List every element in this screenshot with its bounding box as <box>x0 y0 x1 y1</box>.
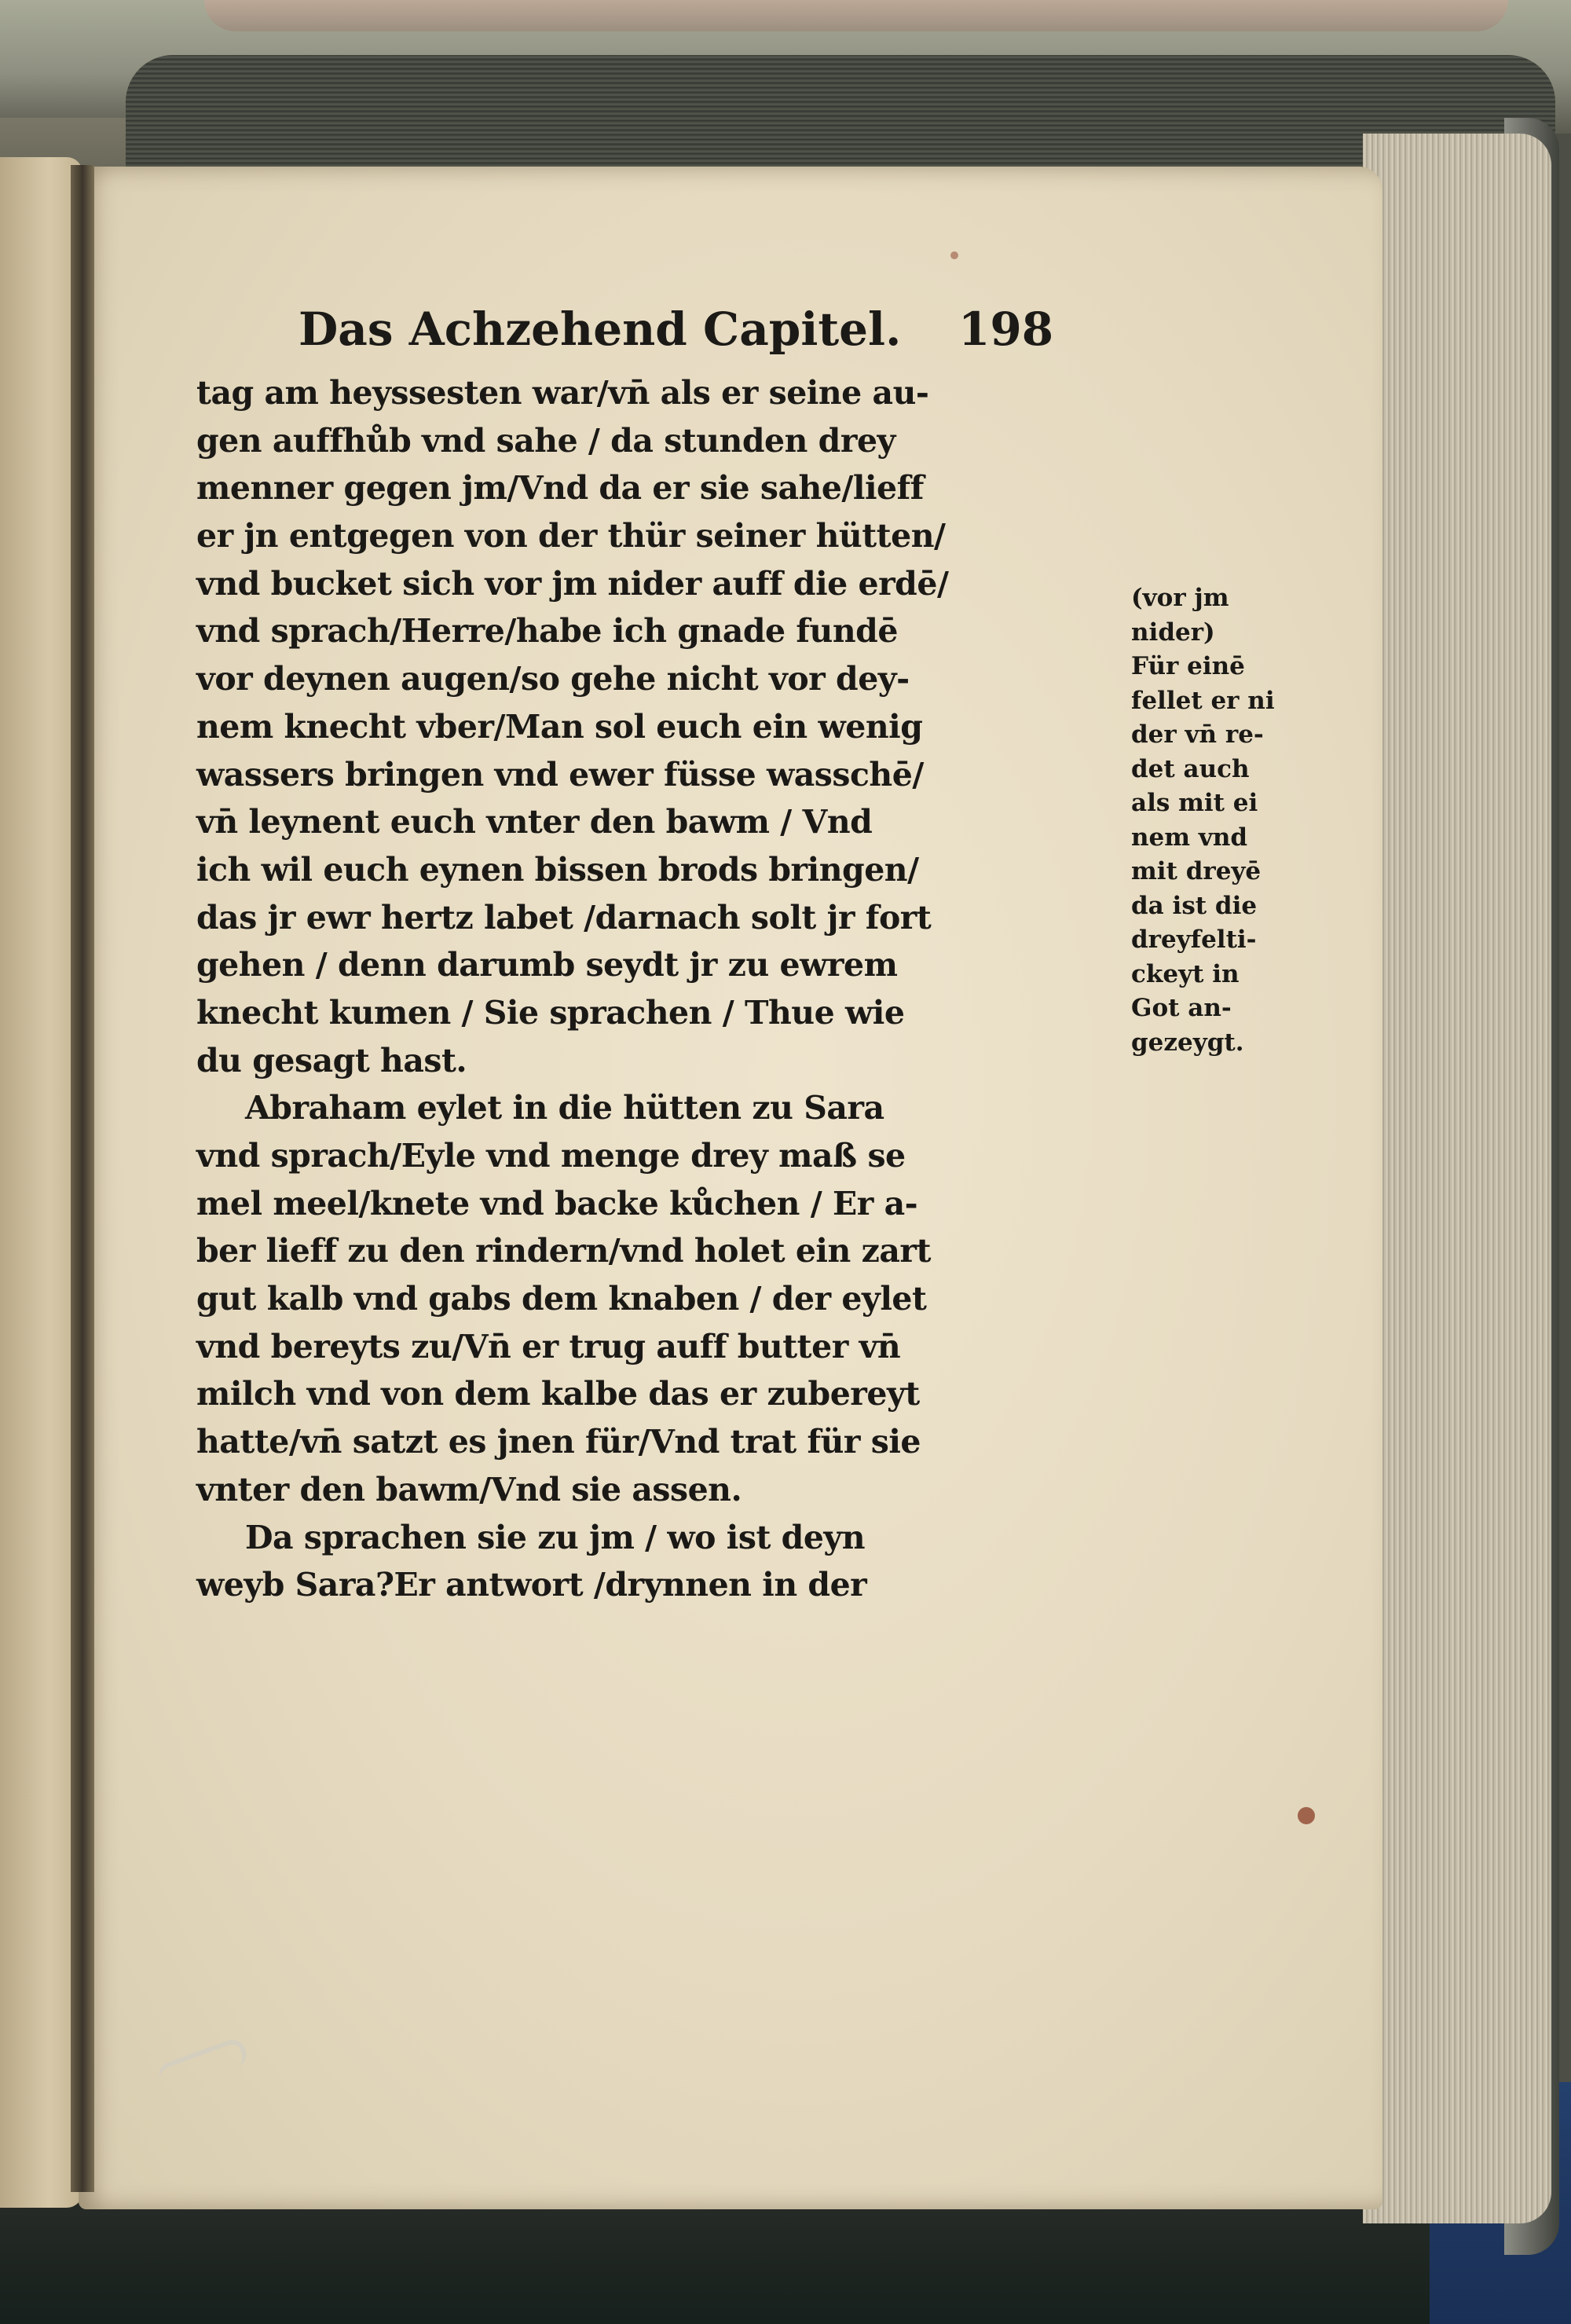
running-header <box>298 302 1068 369</box>
running-title: Das Achzehend Capitel. <box>298 302 902 356</box>
text-line: Da sprachen sie zu jm / wo ist deyn <box>245 1518 866 1556</box>
text-block-fore-edge <box>1363 134 1551 2223</box>
text-line: mel meel/knete vnd backe kůchen / Er a- <box>196 1184 918 1222</box>
text-line: vnd sprach/Herre/habe ich gnade fundē <box>196 612 898 651</box>
marginal-line: der vn̄ re- <box>1131 720 1264 749</box>
text-line: ich wil euch eynen bissen brods bringen/ <box>196 850 919 889</box>
text-line: hatte/vn̄ satzt es jnen für/Vnd trat für sie <box>196 1423 921 1461</box>
marginal-line: dreyfelti- <box>1131 926 1257 954</box>
marginal-line: fellet er ni <box>1131 686 1275 715</box>
marginal-line: ckeyt in <box>1131 959 1240 988</box>
page-number: 198 <box>958 302 1054 356</box>
foxing-spot <box>950 251 958 259</box>
text-line: er jn entgegen von der thür seiner hütten/ <box>196 517 946 555</box>
foxing-spot <box>1298 1807 1315 1824</box>
gutter <box>71 165 94 2192</box>
text-line: das jr ewr hertz labet /darnach solt jr fort <box>196 898 932 937</box>
marginal-line: det auch <box>1131 754 1250 783</box>
text-line: vor deynen augen/so gehe nicht vor dey- <box>196 660 910 698</box>
text-line: nem knecht vber/Man sol euch ein wenig <box>196 707 923 746</box>
marginal-line: Für einē <box>1131 652 1245 680</box>
marginal-line: nider) <box>1131 618 1215 647</box>
text-line: vnter den bawm/Vnd sie assen. <box>196 1470 742 1508</box>
text-line: weyb Sara?Er antwort /drynnen in der <box>196 1566 867 1604</box>
text-line: ber lieff zu den rindern/vnd holet ein zart <box>196 1232 931 1270</box>
marginal-line: gezeygt. <box>1131 1028 1244 1057</box>
text-line: tag am heyssesten war/vn̄ als er seine au- <box>196 374 929 412</box>
text-line: gen auffhůb vnd sahe / da stunden drey <box>196 421 895 460</box>
main-text-block <box>196 369 1139 1609</box>
marginal-note <box>1131 581 1320 1060</box>
marginal-line: Got an- <box>1131 994 1232 1022</box>
text-line: vnd bucket sich vor jm nider auff die erdē/ <box>196 564 949 603</box>
marginal-line: da ist die <box>1131 891 1258 920</box>
text-line: knecht kumen / Sie sprachen / Thue wie <box>196 993 905 1032</box>
text-line: milch vnd von dem kalbe das er zubereyt <box>196 1375 920 1413</box>
marginal-line: nem vnd <box>1131 823 1248 852</box>
text-line: vnd sprach/Eyle vnd menge drey maß se <box>196 1137 906 1175</box>
text-line: menner gegen jm/Vnd da er sie sahe/lieff <box>196 469 924 508</box>
marginal-line: (vor jm <box>1131 584 1229 612</box>
text-line: vn̄ leynent euch vnter den bawm / Vnd <box>196 803 873 841</box>
text-line: du gesagt hast. <box>196 1041 467 1080</box>
cloth-fringe <box>204 0 1508 31</box>
text-line: wassers bringen vnd ewer füsse wasschē/ <box>196 755 924 794</box>
marginal-line: als mit ei <box>1131 789 1258 817</box>
marginal-line: mit dreyē <box>1131 857 1262 885</box>
text-line: vnd bereyts zu/Vn̄ er trug auff butter vn̄ <box>196 1327 901 1365</box>
text-line: gehen / denn darumb seydt jr zu ewrem <box>196 946 898 984</box>
text-line: Abraham eylet in die hütten zu Sara <box>245 1089 884 1127</box>
text-line: gut kalb vnd gabs dem knaben / der eylet <box>196 1280 927 1318</box>
